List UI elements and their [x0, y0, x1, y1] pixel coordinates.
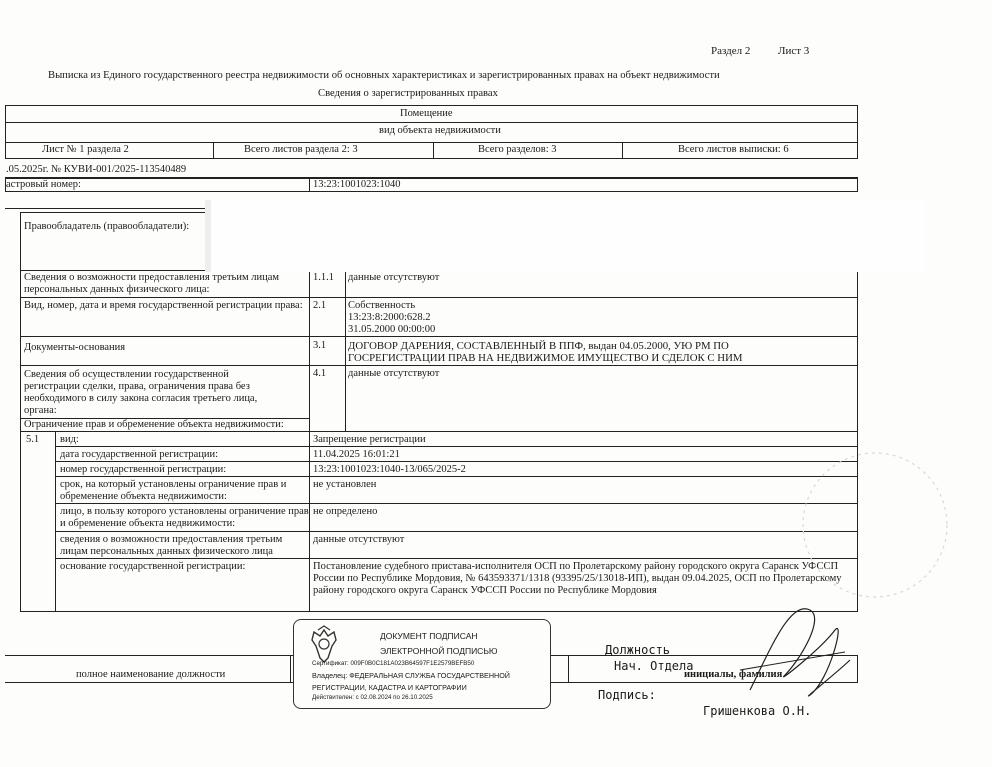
deal-num: 4.1	[313, 368, 327, 379]
stamp-validity: Действителен: с 02.08.2024 по 26.10.2025	[312, 694, 433, 701]
restriction-kind-value: Запрещение регистрации	[313, 434, 426, 445]
third-party-value: данные отсутствуют	[348, 272, 440, 283]
object-type-label: вид объекта недвижимости	[379, 125, 501, 136]
docs-value-line1: ДОГОВОР ДАРЕНИЯ, СОСТАВЛЕННЫЙ В ППФ, выдан 04.05.2000, УЮ РМ ПО	[348, 340, 729, 352]
docs-num: 3.1	[313, 340, 327, 351]
document-subtitle: Сведения о зарегистрированных правах	[318, 88, 498, 99]
document-title: Выписка из Единого государственного реестра недвижимости об основных характеристиках и зарегистрированных правах на объект недвижимости	[48, 70, 720, 81]
sheet-of-section: Лист № 1 раздела 2	[42, 144, 129, 155]
third-party-label: Сведения о возможности предоставления третьим лицам персональных данных физического лица:	[24, 272, 280, 295]
restriction-term-label: срок, на который установлены ограничение прав и обременение объекта недвижимости:	[60, 479, 287, 502]
cadastral-row	[5, 178, 858, 192]
position-handwritten: Должность	[605, 643, 671, 657]
restriction-beneficiary-value: не определено	[313, 506, 378, 517]
docs-value-line2: ГОСРЕГИСТРАЦИИ ПРАВ НА НЕДВИЖИМОЕ ИМУЩЕСТВО И СДЕЛОК С НИМ	[348, 352, 743, 364]
restriction-kind-label: вид:	[60, 434, 79, 445]
signature-handwritten: Подпись:	[598, 688, 656, 702]
restriction-title: Ограничение прав и обременение объекта недвижимости:	[24, 419, 284, 430]
redaction-patch	[205, 200, 925, 272]
restriction-term-value: не установлен	[313, 479, 377, 490]
object-type-value: Помещение	[400, 108, 453, 119]
restriction-date-label: дата государственной регистрации:	[60, 449, 219, 460]
right-kind: Собственность	[348, 300, 416, 311]
docs-label: Документы-основания	[24, 342, 126, 353]
head-handwritten: Нач. Отдела	[614, 659, 694, 673]
position-label: полное наименование должности	[76, 669, 226, 680]
redaction-patch-edge	[205, 200, 211, 272]
right-label: Вид, номер, дата и время государственной регистрации права:	[24, 300, 303, 311]
total-sheets-section: Всего листов раздела 2: 3	[244, 144, 358, 155]
restriction-beneficiary-label: лицо, в пользу которого установлены ограничение прав и обременение объекта недвижимости:	[60, 506, 309, 529]
initials-label: инициалы, фамилия	[684, 669, 783, 680]
holder-label: Правообладатель (правообладатели):	[24, 221, 190, 232]
extract-reference: .05.2025г. № КУВИ-001/2025-113540489	[6, 164, 187, 175]
restriction-num: 5.1	[26, 434, 40, 445]
coat-of-arms-icon	[304, 624, 344, 664]
third-party-num: 1.1.1	[313, 272, 334, 283]
restriction-number-label: номер государственной регистрации:	[60, 464, 227, 475]
stamp-line1: ДОКУМЕНТ ПОДПИСАН	[380, 631, 478, 641]
sheet-label: Лист 3	[778, 45, 810, 57]
deal-label: Сведения об осуществлении государственной регистрации сделки, права, ограничения права без необходимого в силу закона согласия третьего лица, органа:	[24, 369, 258, 416]
right-num: 2.1	[313, 300, 327, 311]
total-sheets-extract: Всего листов выписки: 6	[678, 144, 789, 155]
stamp-owner-line2: РЕГИСТРАЦИИ, КАДАСТРА И КАРТОГРАФИИ	[312, 683, 467, 692]
deal-value: данные отсутствуют	[348, 368, 440, 379]
right-date: 31.05.2000 00:00:00	[348, 324, 436, 335]
cadastral-number: 13:23:1001023:1040	[313, 179, 401, 190]
restriction-thirdparty-value: данные отсутствуют	[313, 534, 405, 545]
stamp-owner-line1: Владелец: ФЕДЕРАЛЬНАЯ СЛУЖБА ГОСУДАРСТВЕННОЙ	[312, 671, 510, 680]
total-sections: Всего разделов: 3	[478, 144, 557, 155]
restriction-number-value: 13:23:1001023:1040-13/065/2025-2	[313, 464, 466, 475]
cadastral-label: астровый номер:	[6, 179, 81, 190]
electronic-signature-stamp	[293, 619, 551, 709]
section-label: Раздел 2	[711, 45, 751, 57]
name-handwritten: Гришенкова О.Н.	[703, 704, 812, 718]
stamp-certificate: Сертификат: 009F0B0C181A023B64597F1E2579BEFB50	[312, 660, 475, 667]
restriction-date-value: 11.04.2025 16:01:21	[313, 449, 400, 460]
restriction-thirdparty-label: сведения о возможности предоставления третьим лицам персональных данных физического лица	[60, 534, 283, 557]
right-number: 13:23:8:2000:628.2	[348, 312, 431, 323]
round-seal-outline	[790, 440, 960, 610]
stamp-line2: ЭЛЕКТРОННОЙ ПОДПИСЬЮ	[380, 646, 498, 656]
restriction-basis-label: основание государственной регистрации:	[60, 561, 246, 572]
restriction-basis-value: Постановление судебного пристава-исполнителя ОСП по Пролетарскому району городского округа Саранск УФССП России по Республике Мордовия, № 643593371/1318 (93395/25/13018-ИП), выдан 09.04.2025, ОСП по Пролетарскому району городского округа Саранск УФССП России по Республике Мордовия	[313, 561, 842, 596]
